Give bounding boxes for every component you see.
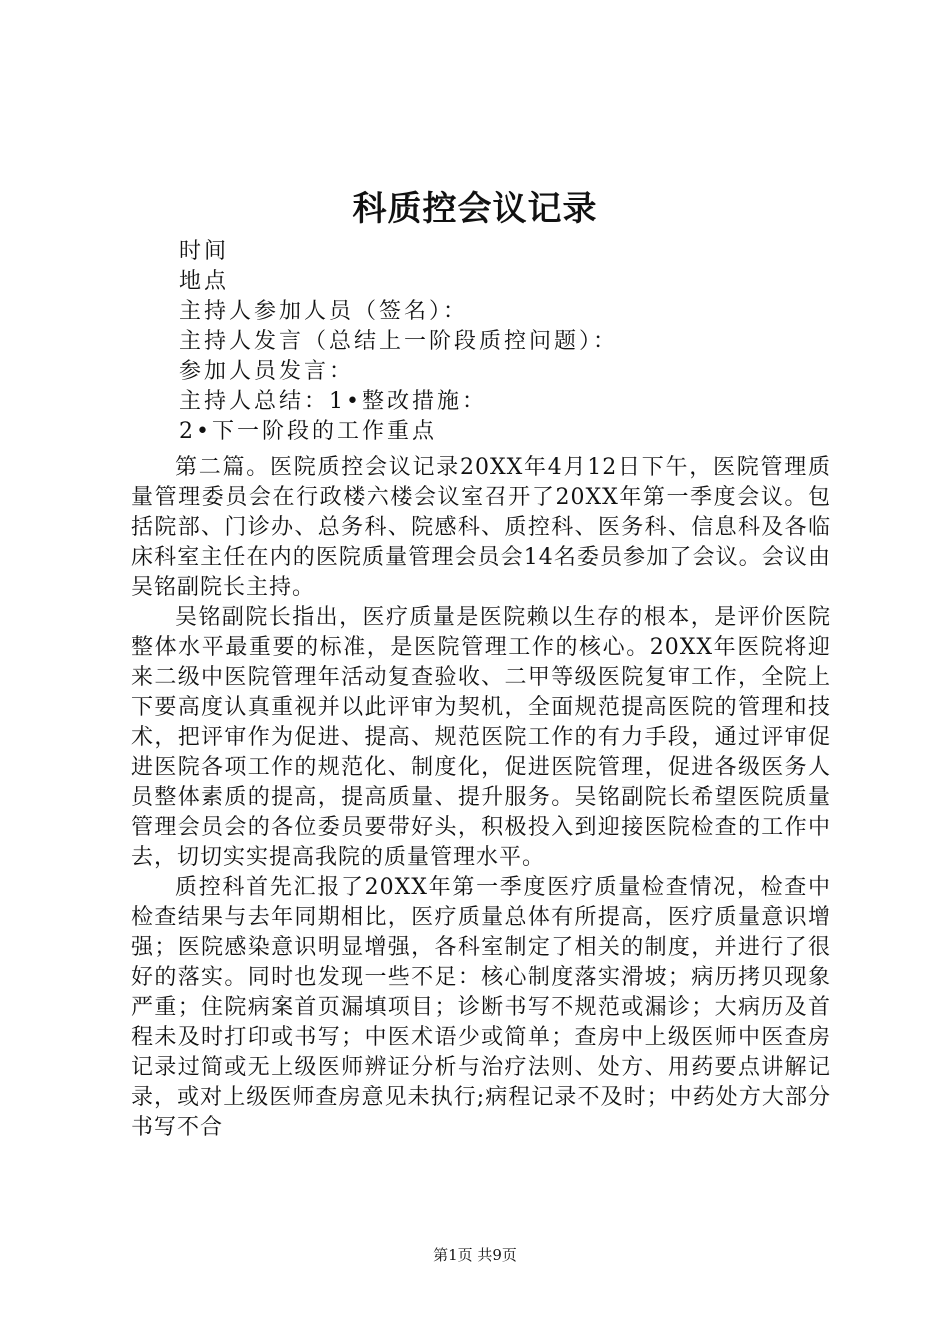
document-body <box>131 453 831 1143</box>
meeting-template-fields <box>179 237 859 447</box>
paragraph-1: 第二篇。医院质控会议记录20XX年4月12日下午，医院管理质量管理委员会在行政楼六楼会议室召开了20XX年第一季度会议。包括院部、门诊办、总务科、院感科、质控科、医务科、信息科及各临床科室主任在内的医院质量管理会员会14名委员参加了会议。会议由吴铭副院长主持。 <box>131 455 831 600</box>
host-speech-field-label: 主持人发言（总结上一阶段质控问题）： <box>179 329 619 354</box>
host-participants-field-label: 主持人参加人员（签名）： <box>179 299 469 324</box>
host-summary-field-label: 主持人总结：1•整改措施： <box>179 389 487 414</box>
next-stage-focus-label: 2•下一阶段的工作重点 <box>179 419 437 444</box>
participants-speech-field-label: 参加人员发言： <box>179 359 355 384</box>
location-field-label: 地点 <box>179 269 230 294</box>
document-title: 科质控会议记录 <box>352 189 598 229</box>
paragraph-2: 吴铭副院长指出，医疗质量是医院赖以生存的根本，是评价医院整体水平最重要的标准，是医院管理工作的核心。20XX年医院将迎来二级中医院管理年活动复查验收、二甲等级医院复审工作，全院上下要高度认真重视并以此评审为契机，全面规范提高医院的管理和技术，把评审作为促进、提高、规范医院工作的有力手段，通过评审促进医院各项工作的规范化、制度化，促进医院管理，促进各级医务人员整体素质的提高，提高质量、提升服务。吴铭副院长希望医院质量管理会员会的各位委员要带好头，积极投入到迎接医院检查的工作中去，切切实实提高我院的质量管理水平。 <box>131 605 831 870</box>
page-number-footer: 第1页 共9页 <box>433 1246 517 1264</box>
paragraph-3: 质控科首先汇报了20XX年第一季度医疗质量检查情况，检查中检查结果与去年同期相比，医疗质量总体有所提高，医疗质量意识增强；医院感染意识明显增强，各科室制定了相关的制度，并进行了很好的落实。同时也发现一些不足：核心制度落实滑坡；病历拷贝现象严重；住院病案首页漏填项目；诊断书写不规范或漏诊；大病历及首程未及时打印或书写；中医术语少或简单；查房中上级医师中医查房记录过简或无上级医师辨证分析与治疗法则、处方、用药要点讲解记录，或对上级医师查房意见未执行;病程记录不及时；中药处方大部分书写不合 <box>131 875 831 1140</box>
time-field-label: 时间 <box>179 239 230 264</box>
